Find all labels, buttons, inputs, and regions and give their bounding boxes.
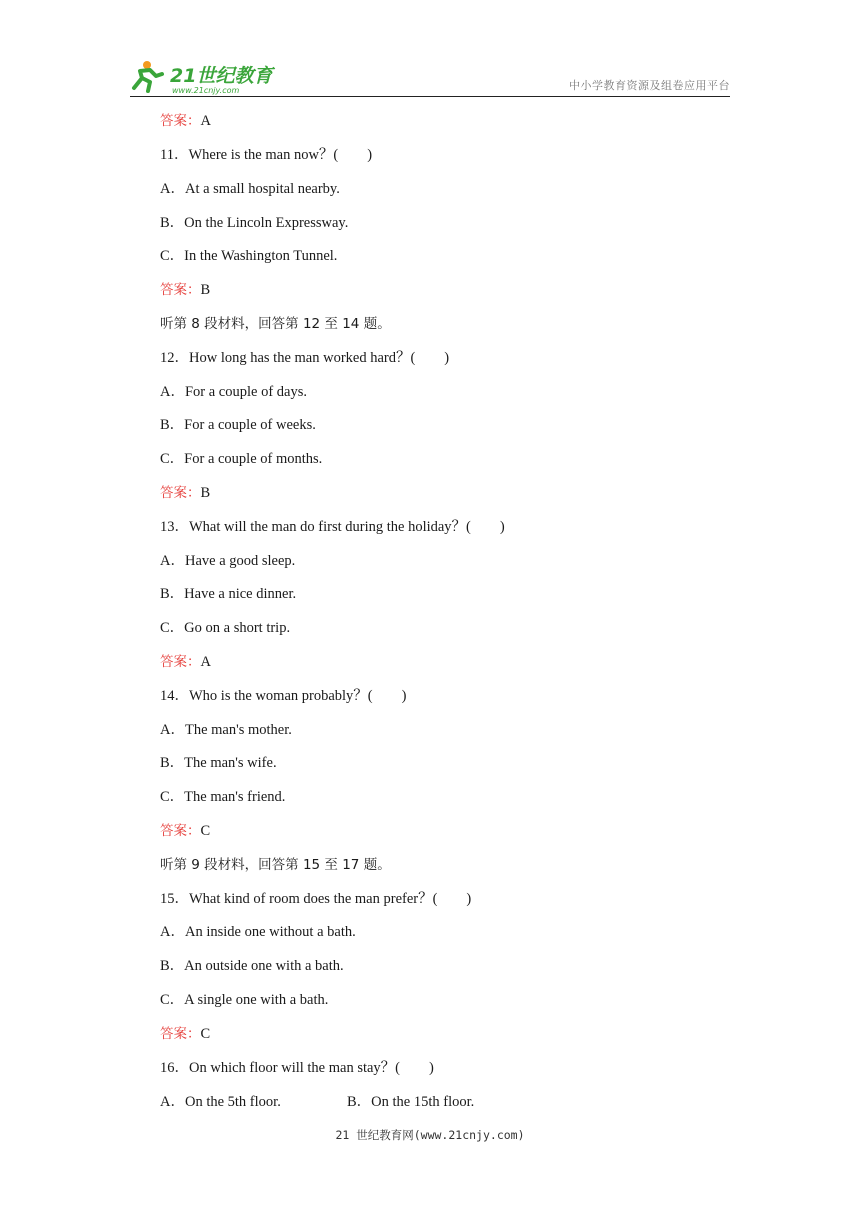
option-a: A．At a small hospital nearby. xyxy=(160,181,340,197)
answer-label: 答案： xyxy=(160,823,201,839)
answer-value: A xyxy=(200,113,211,129)
option-c: C．A single one with a bath. xyxy=(160,992,329,1008)
answer-value: C xyxy=(200,1026,211,1042)
question-15: 15．What kind of room does the man prefer？( ) xyxy=(160,891,472,907)
answer-label: 答案： xyxy=(160,282,201,298)
answer-line xyxy=(160,111,211,131)
answer-line xyxy=(160,280,210,300)
runner-icon xyxy=(134,61,162,91)
page-header xyxy=(130,56,730,97)
answer-line xyxy=(160,821,210,841)
option-c: C．For a couple of months. xyxy=(160,451,323,467)
answer-line xyxy=(160,652,211,672)
logo xyxy=(130,58,280,96)
option-a: A．For a couple of days. xyxy=(160,384,307,400)
question-12: 12．How long has the man worked hard？( ) xyxy=(160,350,450,366)
option-c: C．Go on a short trip. xyxy=(160,620,291,636)
option-b: B．The man's wife. xyxy=(160,755,277,771)
section-instruction: 听第 8 段材料，回答第 12 至 14 题。 xyxy=(160,316,391,332)
option-a: A．On the 5th floor. xyxy=(160,1094,281,1110)
answer-line xyxy=(160,483,210,503)
answer-value: B xyxy=(200,282,211,298)
answer-line xyxy=(160,1024,210,1044)
answer-label: 答案： xyxy=(160,485,201,501)
option-b: B．Have a nice dinner. xyxy=(160,586,297,602)
answer-value: C xyxy=(200,823,211,839)
option-a: A．Have a good sleep. xyxy=(160,553,296,569)
option-b: B．For a couple of weeks. xyxy=(160,417,316,433)
answer-label: 答案： xyxy=(160,113,201,129)
logo-url: www.21cnjy.com xyxy=(172,86,240,95)
option-c: C．The man's friend. xyxy=(160,789,286,805)
logo-text: 21世纪教育 xyxy=(170,65,273,87)
option-b: B．On the 15th floor. xyxy=(347,1094,475,1110)
option-c: C．In the Washington Tunnel. xyxy=(160,248,338,264)
option-b: B．On the Lincoln Expressway. xyxy=(160,215,349,231)
answer-value: B xyxy=(200,485,211,501)
question-11: 11．Where is the man now？( ) xyxy=(160,147,373,163)
page-footer: 21 世纪教育网(www.21cnjy.com) xyxy=(335,1128,525,1142)
section-instruction: 听第 9 段材料，回答第 15 至 17 题。 xyxy=(160,857,391,873)
platform-text: 中小学教育资源及组卷应用平台 xyxy=(569,79,730,92)
question-13: 13．What will the man do first during the holiday？( ) xyxy=(160,519,505,535)
option-b: B．An outside one with a bath. xyxy=(160,958,344,974)
option-a: A．An inside one without a bath. xyxy=(160,924,356,940)
answer-value: A xyxy=(200,654,211,670)
option-a: A．The man's mother. xyxy=(160,722,292,738)
question-14: 14．Who is the woman probably？( ) xyxy=(160,688,407,704)
answer-label: 答案： xyxy=(160,1026,201,1042)
question-16: 16．On which floor will the man stay？( ) xyxy=(160,1060,434,1076)
answer-label: 答案： xyxy=(160,654,201,670)
